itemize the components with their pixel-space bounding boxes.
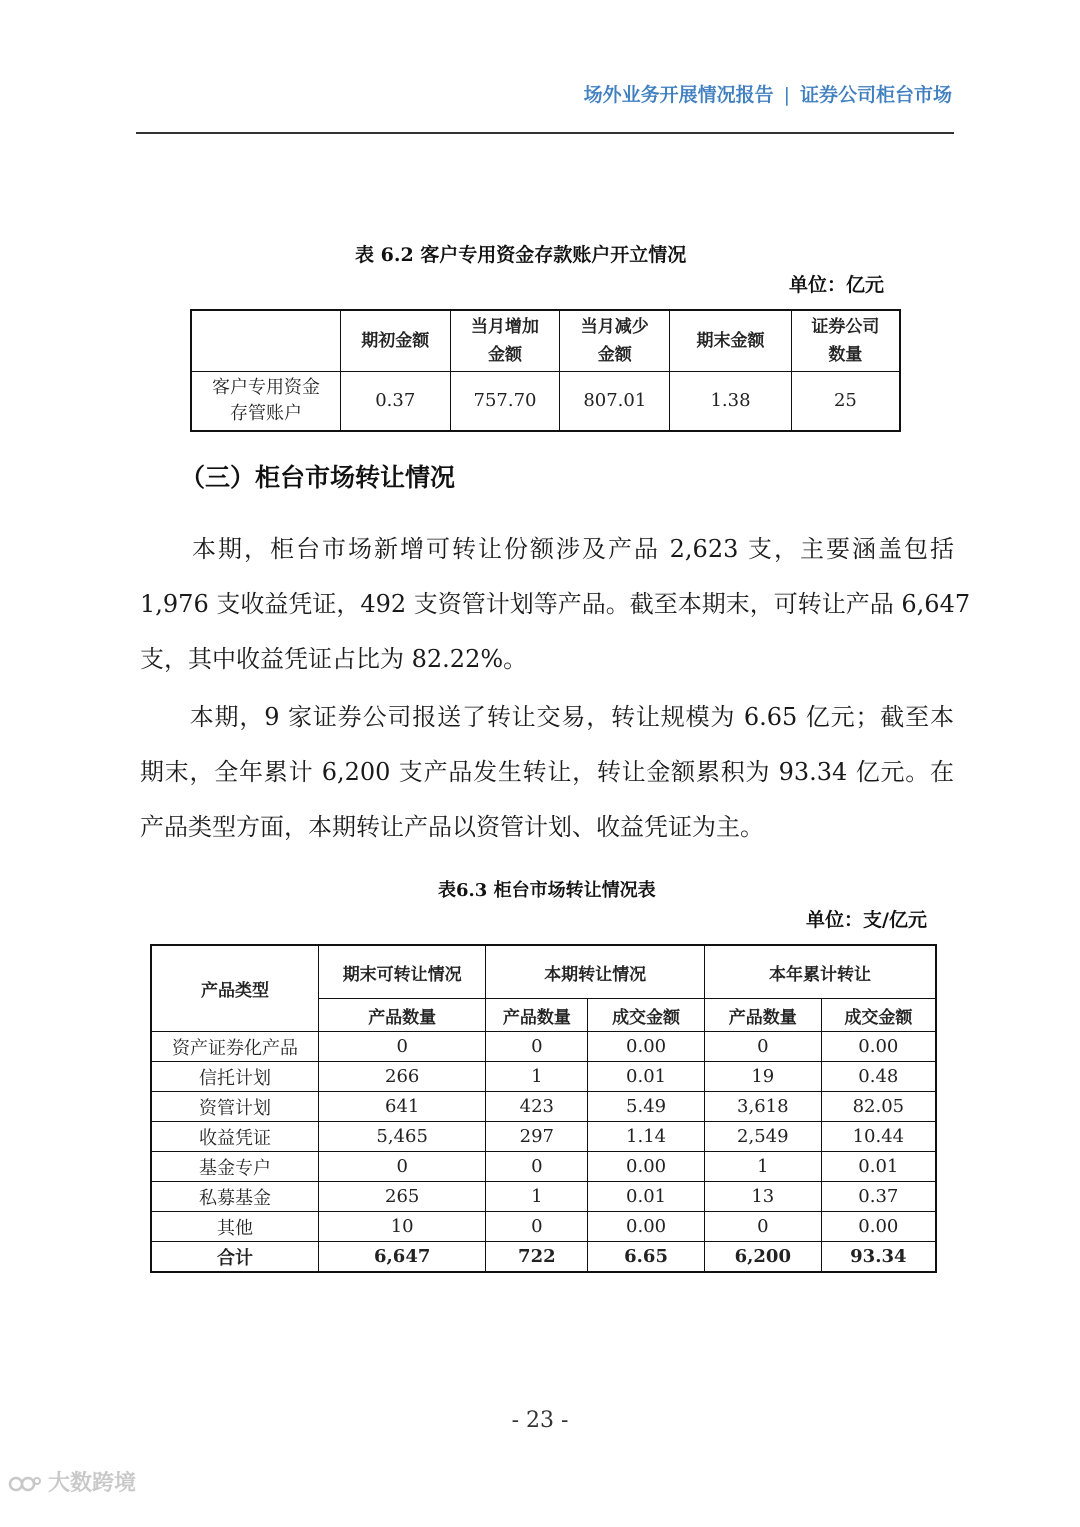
watermark-logo-icon (8, 1473, 42, 1495)
table62-header-cell: 当月增加 金额 (450, 310, 560, 372)
paragraph-line: 本期，9 家证券公司报送了转让交易，转让规模为 6.65 亿元；截至本 (140, 703, 954, 731)
table63-total-cell: 6.65 (588, 1242, 705, 1273)
table62-header-cell: 当月减少 金额 (560, 310, 670, 372)
header-separator: | (783, 84, 790, 106)
table63-cell: 1 (704, 1152, 821, 1182)
table-6-3 (150, 944, 937, 1273)
table63-cell: 0 (486, 1152, 588, 1182)
page-header (584, 80, 952, 107)
table63-cell: 0 (704, 1212, 821, 1242)
paragraph-1 (140, 522, 971, 687)
table63-sub-header: 产品数量 (318, 999, 486, 1032)
paragraph-line: 1,976 支收益凭证，492 支资管计划等产品。截至本期末，可转让产品 6,647 (140, 590, 971, 618)
paragraph-line: 期末，全年累计 6,200 支产品发生转让，转让金额累积为 93.34 亿元。在 (140, 758, 954, 786)
table63-row-label: 信托计划 (151, 1062, 318, 1092)
table62-data-row (191, 372, 900, 432)
header-rule (136, 132, 954, 134)
table63-cell: 266 (318, 1062, 486, 1092)
table63-total-cell: 6,647 (318, 1242, 486, 1273)
table63-row-label: 私募基金 (151, 1182, 318, 1212)
table63-cell: 13 (704, 1182, 821, 1212)
table62-header-cell (191, 310, 340, 372)
table63-cell: 1.14 (588, 1122, 705, 1152)
table62-header-cell: 证券公司 数量 (791, 310, 900, 372)
table63-cell: 2,549 (704, 1122, 821, 1152)
table63-cell: 10 (318, 1212, 486, 1242)
table-row (151, 1122, 936, 1152)
table-row (151, 1152, 936, 1182)
table63-body (151, 1032, 936, 1273)
table63-cell: 0.00 (588, 1032, 705, 1062)
table62-cell: 1.38 (670, 372, 792, 432)
table63-header-product-type: 产品类型 (151, 945, 318, 1032)
section-heading: （三）柜台市场转让情况 (180, 463, 456, 492)
table63-cell: 0.00 (588, 1212, 705, 1242)
table63-cell: 0.00 (588, 1152, 705, 1182)
table63-header-group: 本年累计转让 (704, 945, 936, 999)
paragraph-line: 产品类型方面，本期转让产品以资管计划、收益凭证为主。 (140, 813, 764, 841)
header-report-title: 场外业务开展情况报告 (583, 84, 774, 106)
table63-cell: 5.49 (588, 1092, 705, 1122)
table63-cell: 297 (486, 1122, 588, 1152)
table63-unit: 单位：支/亿元 (806, 909, 927, 931)
table-row (151, 1032, 936, 1062)
table63-cell: 0 (704, 1032, 821, 1062)
table63-cell: 82.05 (821, 1092, 936, 1122)
page-number: - 23 - (511, 1408, 569, 1433)
table63-row-label: 基金专户 (151, 1152, 318, 1182)
table-row (151, 1092, 936, 1122)
table-6-2 (190, 309, 901, 432)
table63-cell: 1 (486, 1062, 588, 1092)
table62-cell: 25 (791, 372, 900, 432)
table63-cell: 10.44 (821, 1122, 936, 1152)
table63-row-label: 资管计划 (151, 1092, 318, 1122)
table-row (151, 1182, 936, 1212)
watermark (8, 1466, 136, 1497)
table63-header-group: 本期转让情况 (486, 945, 704, 999)
table63-sub-header: 产品数量 (486, 999, 588, 1032)
table63-row-label: 收益凭证 (151, 1122, 318, 1152)
table63-cell: 0.00 (821, 1032, 936, 1062)
table63-caption: 表6.3 柜台市场转让情况表 (438, 880, 656, 901)
table-row (151, 1212, 936, 1242)
table62-caption: 表 6.2 客户专用资金存款账户开立情况 (355, 244, 687, 266)
paragraph-line: 本期，柜台市场新增可转让份额涉及产品 2,623 支，主要涵盖包括 (140, 535, 954, 563)
paragraph-line: 支，其中收益凭证占比为 82.22%。 (140, 645, 528, 673)
table63-sub-header: 产品数量 (704, 999, 821, 1032)
table63-cell: 19 (704, 1062, 821, 1092)
table62-header-cell: 期末金额 (670, 310, 792, 372)
table63-cell: 423 (486, 1092, 588, 1122)
table63-total-row (151, 1242, 936, 1273)
table63-cell: 5,465 (318, 1122, 486, 1152)
table63-total-cell: 93.34 (821, 1242, 936, 1273)
table63-cell: 3,618 (704, 1092, 821, 1122)
table63-total-cell: 722 (486, 1242, 588, 1273)
table63-cell: 0 (318, 1152, 486, 1182)
table63-cell: 0 (486, 1032, 588, 1062)
header-section-title: 证券公司柜台市场 (799, 84, 952, 106)
table62-cell: 757.70 (450, 372, 560, 432)
table62-unit: 单位：亿元 (789, 274, 885, 296)
table63-row-label: 资产证券化产品 (151, 1032, 318, 1062)
table62-header-cell: 期初金额 (340, 310, 450, 372)
table63-cell: 0.48 (821, 1062, 936, 1092)
table63-cell: 0 (486, 1212, 588, 1242)
table-row (151, 1062, 936, 1092)
table63-sub-header: 成交金额 (588, 999, 705, 1032)
table63-sub-header: 成交金额 (821, 999, 936, 1032)
table62-cell: 807.01 (560, 372, 670, 432)
table63-group-header-row (151, 945, 936, 999)
table63-cell: 641 (318, 1092, 486, 1122)
table62-cell: 0.37 (340, 372, 450, 432)
table63-cell: 0.01 (588, 1182, 705, 1212)
table63-cell: 0.01 (588, 1062, 705, 1092)
table63-cell: 0 (318, 1032, 486, 1062)
table63-cell: 1 (486, 1182, 588, 1212)
table63-cell: 0.37 (821, 1182, 936, 1212)
table63-cell: 0.01 (821, 1152, 936, 1182)
table63-total-label: 合计 (151, 1242, 318, 1273)
table63-row-label: 其他 (151, 1212, 318, 1242)
table63-cell: 0.00 (821, 1212, 936, 1242)
table62-row-label: 客户专用资金 存管账户 (191, 372, 340, 432)
table62-header-row (191, 310, 900, 372)
watermark-text: 大数跨境 (48, 1471, 137, 1496)
table63-cell: 265 (318, 1182, 486, 1212)
paragraph-2 (140, 690, 954, 855)
table63-total-cell: 6,200 (704, 1242, 821, 1273)
table63-header-group: 期末可转让情况 (318, 945, 486, 999)
